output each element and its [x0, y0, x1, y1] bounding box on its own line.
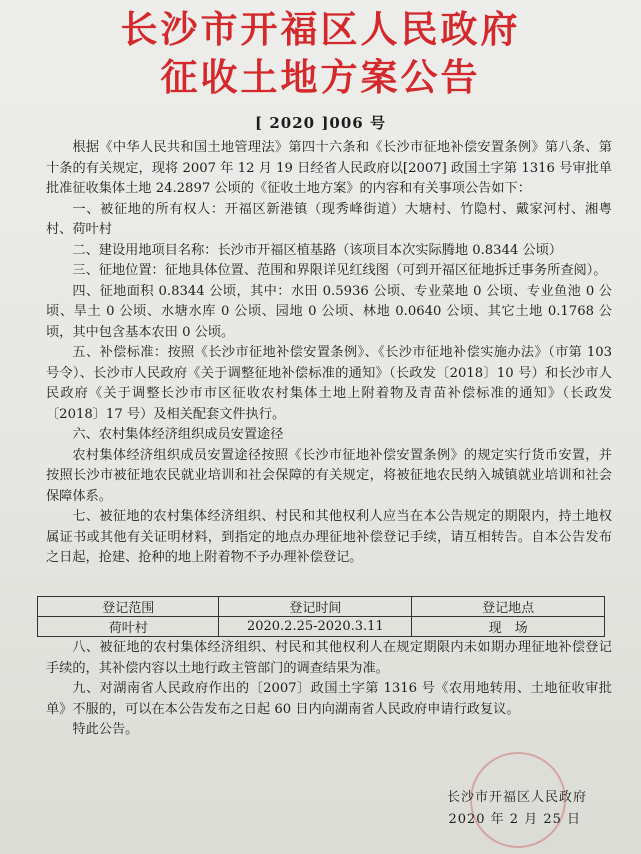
table-header-cell: 登记地点 — [412, 597, 605, 617]
item-1: 一、被征地的所有权人：开福区新港镇（现秀峰街道）大塘村、竹隐村、戴家河村、湘粤村、荷叶村 — [46, 201, 612, 237]
item-9: 九、对湖南省人民政府作出的〔2007〕政国土字第 1316 号《农用地转用、土地征收审批单》不服的，可以在本公告发布之日起 60 日内向湖南省人民政府申请行政复议。 — [46, 681, 612, 717]
item-2: 二、建设用地项目名称：长沙市开福区植基路（该项目本次实际腾地 0.8344 公顷） — [72, 242, 563, 258]
closing-line: 特此公告。 — [72, 722, 139, 737]
notice-title-line1: 长沙市开福区人民政府 — [120, 8, 521, 51]
item-6-text: 农村集体经济组织成员安置途径按照《长沙市征地补偿安置条例》的规定实行货币安置，并按照长沙市被征地农民就业培训和社会保障的有关规定，将被征地农民纳入城镇就业培训和社会保障体系。 — [46, 447, 612, 504]
table-header-cell: 登记范围 — [38, 597, 219, 617]
notice-body-continued — [46, 638, 612, 741]
item-6-title: 六、农村集体经济组织成员安置途径 — [72, 427, 284, 442]
table-cell: 荷叶村 — [38, 617, 219, 637]
item-4: 四、征地面积 0.8344 公顷，其中：水田 0.5936 公顷、专业菜地 0 公顷、专业鱼池 0 公顷、旱土 0 公顷、水塘水库 0 公顷、园地 0 公顷、林地 0.0640 公顷、其它土地 0.1768 公顷，其中包含基本农田 0 公顷。 — [46, 283, 612, 340]
signature-date: 2020 年 2 月 25 日 — [448, 812, 581, 827]
table-header-cell: 登记时间 — [219, 597, 412, 617]
registration-table — [37, 596, 605, 637]
document-number: [ 2020 ]006 号 — [255, 114, 386, 132]
item-5: 五、补偿标准：按照《长沙市征地补偿安置条例》、《长沙市征地补偿实施办法》（市第 103 号令）、长沙市人民政府《关于调整征地补偿标准的通知》（长政发〔2018〕10 号）和长沙市人民政府《关于调整长沙市市区征收农村集体土地上附着物及青苗补偿标准的通知》（长政发〔2018〕17 号）及相关配套文件执行。 — [46, 345, 612, 422]
table-cell: 现 场 — [412, 617, 605, 637]
item-7: 七、被征地的农村集体经济组织、村民和其他权利人应当在本公告规定的期限内，持土地权属证书或其他有关证明材料，到指定的地点办理征地补偿登记手续，请互相转告。自本公告发布之日起，抢建、抢种的地上附着物不予办理补偿登记。 — [46, 509, 612, 565]
notice-title-line2: 征收土地方案公告 — [160, 56, 481, 99]
signature-org: 长沙市开福区人民政府 — [446, 790, 587, 805]
item-3: 三、征地位置：征地具体位置、范围和界限详见红线图（可到开福区征地拆迁事务所查阅）。 — [72, 263, 607, 278]
notice-body — [46, 138, 612, 569]
table-row — [38, 617, 605, 637]
item-8: 八、被征地的农村集体经济组织、村民和其他权利人在规定期限内未如期办理征地补偿登记手续的，其补偿内容以土地行政主管部门的调查结果为准。 — [46, 640, 612, 676]
table-header-row — [38, 597, 605, 617]
table-cell: 2020.2.25-2020.3.11 — [219, 617, 412, 637]
intro-paragraph: 根据《中华人民共和国土地管理法》第四十六条和《长沙市征地补偿安置条例》第八条、第十条的有关规定，现将 2007 年 12 月 19 日经省人民政府以[2007] 政国土字第 1316 号审批单批准征收集体土地 24.2897 公顷的《征收土地方案》的内容和有关事项公告如下： — [46, 140, 612, 196]
